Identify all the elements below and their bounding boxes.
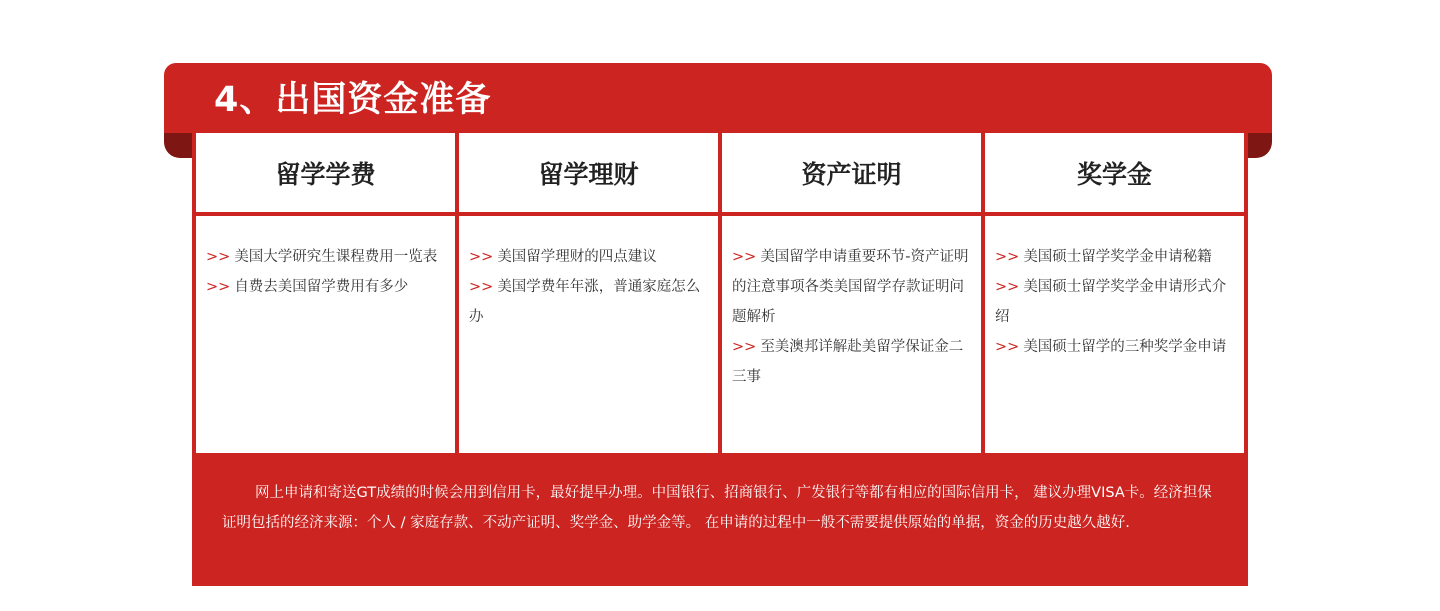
arrow-icon: >> — [206, 279, 231, 295]
article-link[interactable]: >> 自费去美国留学费用有多少 — [206, 279, 409, 295]
column-heading: 奖学金 — [985, 133, 1244, 216]
funding-note: 网上申请和寄送GT成绩的时候会用到信用卡，最好提早办理。中国银行、招商银行、广发银行等都有相应的国际信用卡， 建议办理VISA卡。经济担保证明包括的经济来源：个人 / 家庭存款、不动产证明、奖学金、助学金等。 在申请的过程中一般不需要提供原始的单据，资金的历史越久越好. — [222, 485, 1212, 531]
article-link[interactable]: >> 美国留学理财的四点建议 — [469, 249, 657, 265]
column-links — [722, 216, 981, 453]
article-link[interactable]: >> 美国留学申请重要环节-资产证明的注意事项各类美国留学存款证明问题解析 — [732, 249, 969, 325]
column-asset-proof — [722, 133, 981, 453]
column-heading: 留学理财 — [459, 133, 718, 216]
column-links — [985, 216, 1244, 453]
column-links — [196, 216, 455, 453]
column-links — [459, 216, 718, 453]
arrow-icon: >> — [995, 249, 1020, 265]
arrow-icon: >> — [995, 279, 1020, 295]
article-link[interactable]: >> 美国学费年年涨，普通家庭怎么办 — [469, 279, 701, 325]
column-tuition — [196, 133, 455, 453]
article-link[interactable]: >> 美国硕士留学奖学金申请形式介绍 — [995, 279, 1227, 325]
topic-grid — [196, 133, 1244, 453]
column-scholarship — [985, 133, 1244, 453]
arrow-icon: >> — [469, 249, 494, 265]
column-heading: 留学学费 — [196, 133, 455, 216]
column-heading: 资产证明 — [722, 133, 981, 216]
arrow-icon: >> — [469, 279, 494, 295]
article-link[interactable]: >> 美国硕士留学奖学金申请秘籍 — [995, 249, 1212, 265]
arrow-icon: >> — [732, 339, 757, 355]
arrow-icon: >> — [206, 249, 231, 265]
column-finance — [459, 133, 718, 453]
arrow-icon: >> — [732, 249, 757, 265]
article-link[interactable]: >> 美国大学研究生课程费用一览表 — [206, 249, 438, 265]
article-link[interactable]: >> 至美澳邦详解赴美留学保证金二三事 — [732, 339, 964, 385]
arrow-icon: >> — [995, 339, 1020, 355]
section-title: 4、出国资金准备 — [214, 80, 492, 120]
article-link[interactable]: >> 美国硕士留学的三种奖学金申请 — [995, 339, 1227, 355]
